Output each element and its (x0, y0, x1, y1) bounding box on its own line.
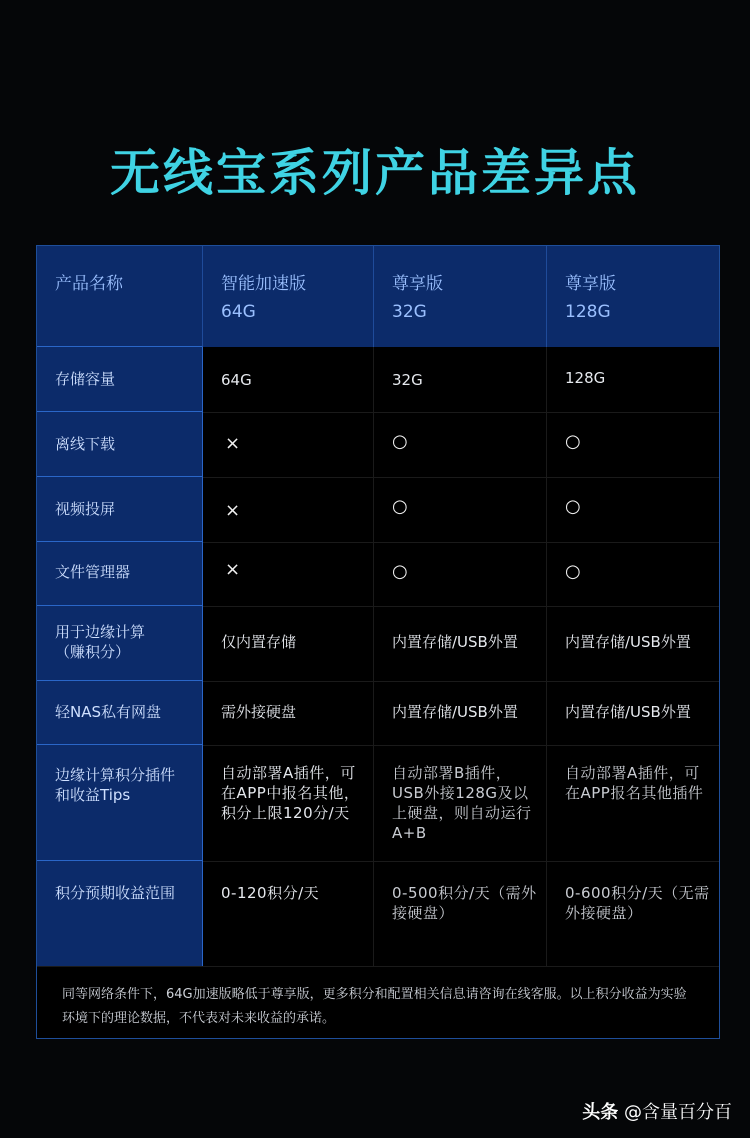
table-cell: 自动部署A插件，可在APP中报名其他，积分上限120分/天 (203, 745, 374, 861)
circle-icon: ○ (374, 477, 547, 542)
comparison-table (36, 245, 720, 1039)
table-row (37, 412, 719, 478)
table-cell: 内置存储/USB外置 (565, 633, 691, 651)
table-cell: 仅内置存储 (203, 606, 374, 681)
table-cell: 需外接硬盘 (203, 681, 374, 745)
row-label: 文件管理器 (37, 542, 203, 606)
header-cell-32g: 尊享版 32G (374, 246, 547, 347)
table-row (37, 347, 719, 413)
page-title: 无线宝系列产品差异点 (110, 144, 640, 202)
row-label: 轻NAS私有网盘 (37, 681, 203, 745)
cross-icon: × (203, 412, 374, 477)
table-row (37, 681, 719, 746)
table-header-row (37, 246, 719, 347)
table-cell: 自动部署A插件，可在APP报名其他插件 (565, 764, 704, 802)
circle-icon: ○ (565, 561, 581, 582)
cross-icon: × (203, 477, 374, 542)
circle-icon: ○ (374, 542, 547, 606)
table-row (37, 542, 719, 607)
row-label: 用于边缘计算 （赚积分） (37, 606, 203, 681)
circle-icon: ○ (565, 496, 581, 517)
table-cell: 32G (374, 347, 547, 412)
watermark-account: @含量百分百 (624, 1102, 732, 1123)
cross-icon: × (203, 542, 374, 606)
table-row (37, 861, 719, 966)
header-cell-64g: 智能加速版 64G (203, 246, 374, 347)
row-label: 离线下载 (37, 412, 203, 477)
table-cell: 内置存储/USB外置 (565, 703, 691, 721)
header-cell-product-name (37, 246, 203, 347)
table-cell: 0-600积分/天（无需外接硬盘） (565, 884, 710, 922)
table-cell: 0-500积分/天（需外接硬盘） (374, 861, 547, 966)
circle-icon: ○ (565, 431, 581, 452)
table-cell: 0-120积分/天 (203, 861, 374, 966)
row-label: 视频投屏 (37, 477, 203, 542)
table-cell: 自动部署B插件，USB外接128G及以上硬盘，则自动运行A+B (374, 745, 547, 861)
table-row (37, 606, 719, 682)
watermark-brand: 头条 (582, 1102, 619, 1123)
row-label: 边缘计算积分插件 和收益Tips (37, 745, 203, 861)
watermark (582, 1098, 732, 1124)
header-label: 产品名称 (55, 274, 123, 294)
table-row (37, 477, 719, 543)
header-cell-128g: 尊享版 128G (547, 246, 719, 347)
table-cell: 内置存储/USB外置 (374, 606, 547, 681)
table-cell: 内置存储/USB外置 (374, 681, 547, 745)
circle-icon: ○ (374, 412, 547, 477)
table-cell: 64G (203, 347, 374, 412)
row-label: 积分预期收益范围 (37, 861, 203, 966)
row-label: 存储容量 (37, 347, 203, 412)
table-cell: 128G (565, 369, 606, 387)
table-row (37, 745, 719, 862)
footnote: 同等网络条件下，64G加速版略低于尊享版，更多积分和配置相关信息请咨询在线客服。以上积分收益为实验环境下的理论数据，不代表对未来收益的承诺。 (37, 966, 719, 1038)
